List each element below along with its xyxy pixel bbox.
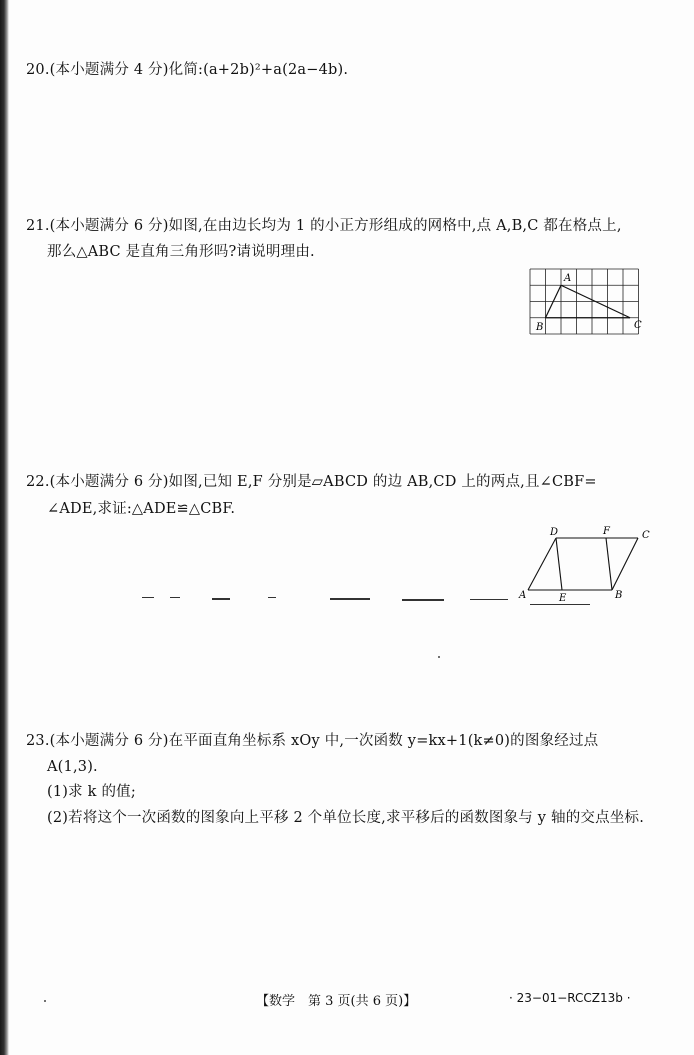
scan-artifact — [212, 598, 230, 600]
question-21-text-line1: 21.(本小题满分 6 分)如图,在由边长均为 1 的小正方形组成的网格中,点 A,B,C 都在格点上, — [26, 218, 622, 234]
point-c-label: C — [642, 530, 650, 541]
question-20-text: 20.(本小题满分 4 分)化简:(a+2b)²+a(2a−4b). — [26, 62, 349, 78]
point-b-label: B — [536, 322, 544, 333]
point-d-label: D — [550, 527, 559, 538]
page-footer-label: 【数学 第 3 页(共 6 页)】 — [256, 994, 417, 1009]
scan-speck — [438, 656, 440, 658]
question-23-text-line1: 23.(本小题满分 6 分)在平面直角坐标系 xOy 中,一次函数 y=kx+1(k≠0)的图象经过点 — [26, 733, 599, 749]
paper-code: · 23−01−RCCZ13b · — [509, 991, 631, 1005]
question-23-part2: (2)若将这个一次函数的图象向上平移 2 个单位长度,求平移后的函数图象与 y 轴的交点坐标. — [47, 810, 645, 826]
point-a-label: A — [519, 590, 527, 601]
segments-de-bf — [556, 538, 612, 590]
scan-artifact — [142, 597, 154, 598]
question-21-text-line2: 那么△ABC 是直角三角形吗?请说明理由. — [47, 244, 315, 260]
point-e-label: E — [559, 593, 567, 604]
scan-binding-edge — [0, 0, 9, 1055]
scan-artifact — [268, 597, 276, 598]
parallelogram-abcd — [528, 538, 638, 590]
grid-lines — [530, 269, 639, 334]
scan-artifact — [170, 597, 180, 598]
scan-artifact — [530, 604, 590, 605]
scan-artifact — [330, 598, 370, 600]
question-22-text-line2: ∠ADE,求证:△ADE≌△CBF. — [47, 501, 236, 517]
question-23-text-line2: A(1,3). — [47, 759, 98, 775]
question-23-part1: (1)求 k 的值; — [47, 784, 136, 800]
point-f-label: F — [603, 526, 610, 537]
question-22-parallelogram-figure — [512, 524, 658, 608]
scan-artifact — [470, 599, 508, 600]
question-21-grid-figure — [524, 264, 650, 340]
question-22-text-line1: 22.(本小题满分 6 分)如图,已知 E,F 分别是▱ABCD 的边 AB,CD 上的两点,且∠CBF= — [26, 474, 597, 490]
scan-speck — [44, 1000, 46, 1002]
point-c-label: C — [634, 320, 642, 331]
point-a-label: A — [564, 273, 572, 284]
point-b-label: B — [615, 590, 623, 601]
scan-artifact — [402, 599, 444, 601]
